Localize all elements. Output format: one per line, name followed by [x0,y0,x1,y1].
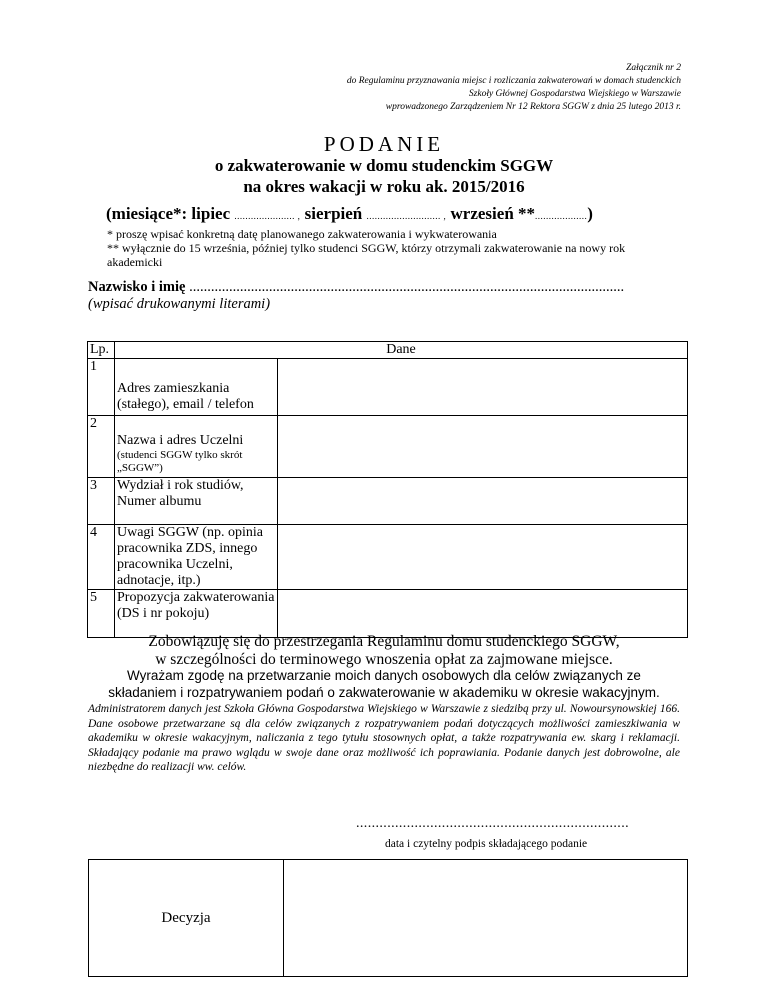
annex-line: Szkoły Głównej Gospodarstwa Wiejskiego w Warszawie [468,89,681,99]
pledge-text [0,633,768,669]
row-label-remarks: Uwagi SGGW (np. opinia pracownika ZDS, innego pracownika Uczelni, adnotacje, itp.) [115,525,278,590]
row-number: 3 [88,478,115,525]
signature-label: data i czytelny podpis składającego podanie [385,838,588,850]
footnote-1: * proszę wpisać konkretną datę planowanego zakwaterowania i wykwaterowania [107,227,497,241]
name-field[interactable] [88,279,624,296]
annex-line: do Regulaminu przyznawania miejsc i rozliczania zakwaterowań w domach studenckich [346,76,681,86]
header-dane: Dane [115,342,688,359]
decision-table [88,859,688,977]
row-label-university [115,416,278,478]
row-number: 4 [88,525,115,590]
footnote-2: ** wyłącznie do 15 września, później tylko studenci SGGW, którzy otrzymali zakwaterowanie na nowy rok akademicki [107,241,626,269]
decision-label: Decyzja [89,860,284,977]
data-administrator-notice: Administratorem danych jest Szkoła Główna Gospodarstwa Wiejskiego w Warszawie z siedzibą przy ul. Nowoursynowskiej 166. Dane osobowe przetwarzane są dla celów związanych z rozpatrywaniem podań dotyczących możliwości zamieszkiwania w akademiku w okresie wakacyjnym, naliczania z tego tytułu stosownych opłat, a także rozpatrywania ew. skarg i reklamacji. Składający podanie ma prawo wglądu w swoje dane oraz możliwość ich poprawiania. Podanie danych jest dobrowolne, ale niezbędne do realizacji ww. celów. [88,703,680,773]
data-table [87,341,688,638]
row-label-faculty: Wydział i rok studiów, Numer albumu [115,478,278,525]
september-fill-field[interactable]: ................... [535,211,588,221]
months-prefix: (miesiące*: lipiec [106,204,231,223]
document-subtitle [0,155,768,197]
row-number: 1 [88,359,115,416]
consent-line-1: Wyrażam zgodę na przetwarzanie moich danych osobowych dla celów związanych ze [127,668,641,683]
document-title: PODANIE [323,132,445,156]
row-label-address: Adres zamieszkania (stałego), email / telefon [115,359,278,416]
july-fill-field[interactable]: ...................... , [234,211,301,221]
row-number: 2 [88,416,115,478]
name-field-label: Nazwisko i imię [88,279,186,295]
university-sub-label: (studenci SGGW tylko skrót „SGGW”) [117,449,243,474]
months-suffix: ) [587,204,593,223]
name-field-hint: (wpisać drukowanymi literami) [88,296,271,312]
september-label: wrzesień ** [446,204,536,223]
decision-field[interactable] [284,860,688,977]
consent-text [0,667,768,701]
row-number: 5 [88,590,115,638]
signature-field[interactable]: ...................................................................... [356,816,629,831]
name-field-dots[interactable]: ........................................................................................................................ [185,279,625,295]
footnotes [107,227,667,269]
annex-line: Załącznik nr 2 [626,63,681,73]
row-value-address[interactable] [278,359,688,416]
august-label: sierpień [300,204,363,223]
row-label-proposal: Propozycja zakwaterowania (DS i nr pokoju) [115,590,278,638]
subtitle-line-2: na okres wakacji w roku ak. 2015/2016 [243,177,525,196]
months-line [106,204,593,224]
row-value-university[interactable] [278,416,688,478]
august-fill-field[interactable]: ........................... , [366,211,447,221]
row-value-proposal[interactable] [278,590,688,638]
annex-header [201,62,681,114]
pledge-line-1: Zobowiązuję się do przestrzegania Regulaminu domu studenckiego SGGW, [148,633,620,650]
header-lp: Lp. [88,342,115,359]
university-label: Nazwa i adres Uczelni [117,433,244,448]
row-value-faculty[interactable] [278,478,688,525]
pledge-line-2: w szczególności do terminowego wnoszenia opłat za zajmowane miejsce. [155,651,613,668]
subtitle-line-1: o zakwaterowanie w domu studenckim SGGW [214,156,554,175]
annex-line: wprowadzonego Zarządzeniem Nr 12 Rektora SGGW z dnia 25 lutego 2013 r. [385,102,681,112]
consent-line-2: składaniem i rozpatrywaniem podań o zakwaterowanie w akademiku w okresie wakacyjnym. [108,685,660,700]
row-value-remarks[interactable] [278,525,688,590]
